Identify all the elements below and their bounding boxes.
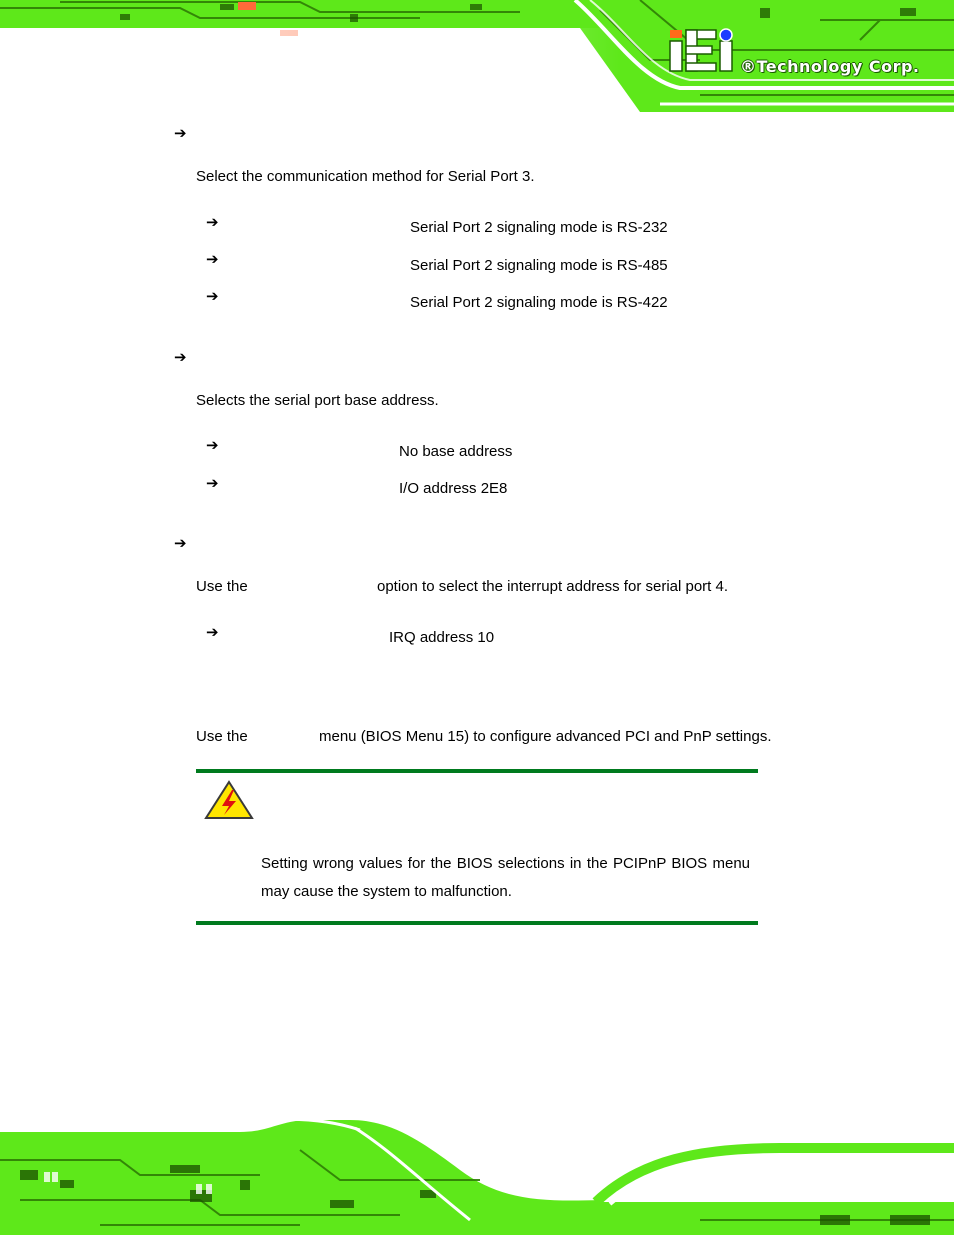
option-description: I/O address 2E8 [399,480,508,497]
option-description: IRQ address 10 [389,629,495,646]
option-arrow-icon: ➔ [206,288,219,305]
bullet-arrow-icon: ➔ [174,125,187,142]
option-description: No base address [399,443,513,460]
section-3-description-post: option to select the interrupt address for serial port 4. [377,578,729,595]
option-description: Serial Port 2 signaling mode is RS-485 [410,257,668,274]
option-arrow-icon: ➔ [206,214,219,231]
warning-text: Setting wrong values for the BIOS selections in the PCIPnP BIOS menu may cause the system to malfunction. [261,855,750,900]
option-description: Serial Port 2 signaling mode is RS-232 [410,219,668,236]
warning-triangle-icon [204,780,254,820]
company-logo [668,26,928,86]
option-arrow-icon: ➔ [206,251,219,268]
pcipnp-intro-post: menu (BIOS Menu 15) to configure advanced PCI and PnP settings. [319,728,772,745]
footer-banner [0,1120,954,1235]
section-2-description: Selects the serial port base address. [196,392,439,409]
logo-text: ®Technology Corp. [740,57,920,76]
section-1-description: Select the communication method for Serial Port 3. [196,168,535,185]
option-arrow-icon: ➔ [206,437,219,454]
bullet-arrow-icon: ➔ [174,535,187,552]
option-description: Serial Port 2 signaling mode is RS-422 [410,294,668,311]
warning-top-rule [196,769,758,773]
option-arrow-icon: ➔ [206,475,219,492]
warning-bottom-rule [196,921,758,925]
iei-logo-icon [668,26,738,76]
section-3-description-pre: Use the [196,578,248,595]
pcipnp-intro-pre: Use the [196,728,248,745]
bullet-arrow-icon: ➔ [174,349,187,366]
option-arrow-icon: ➔ [206,624,219,641]
